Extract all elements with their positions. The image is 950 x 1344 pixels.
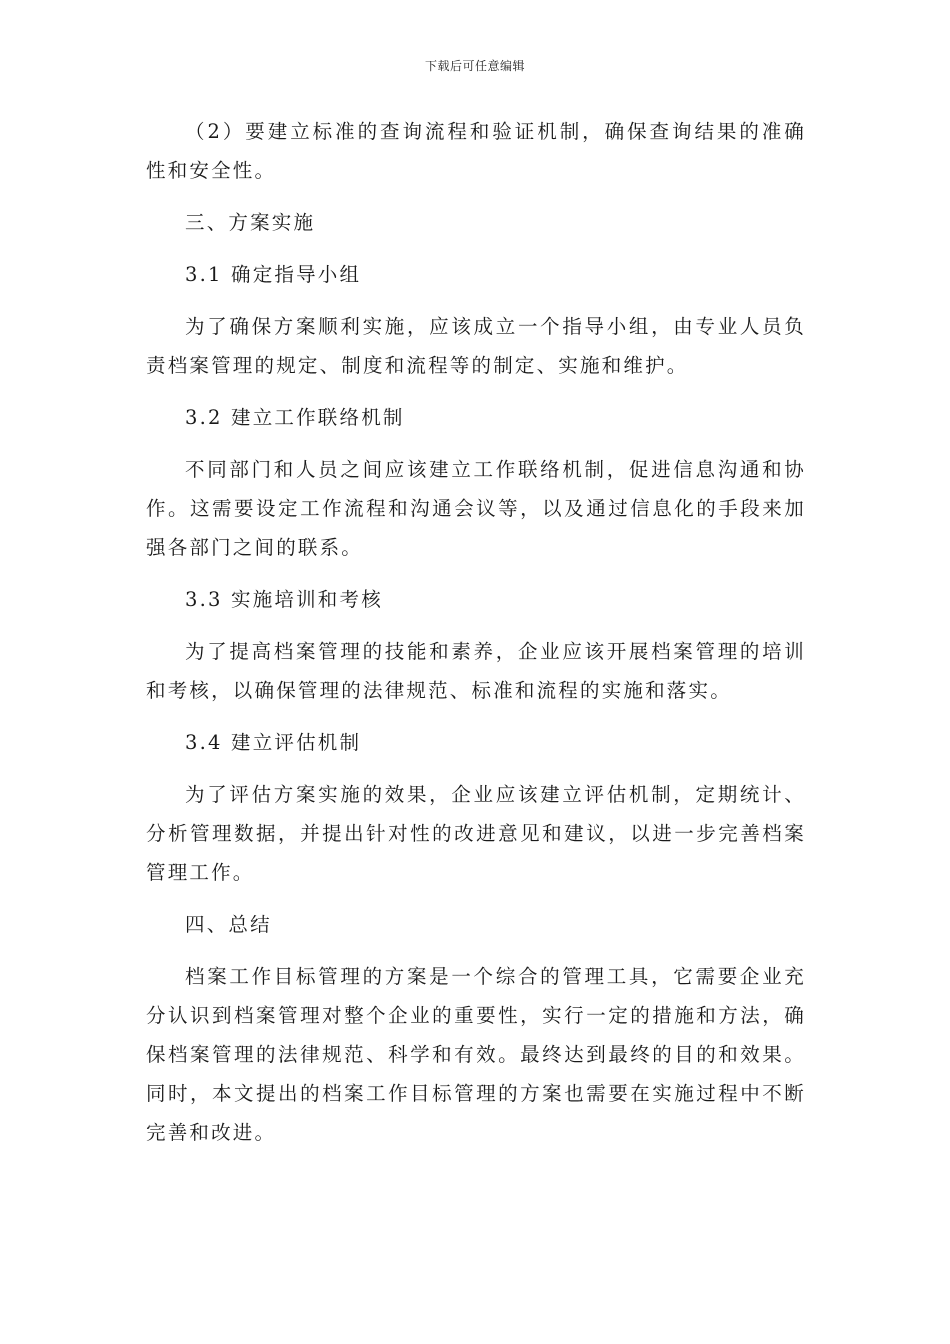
spacer [146, 294, 806, 307]
spacer [146, 190, 806, 203]
paragraph-evaluation: 为了评估方案实施的效果，企业应该建立评估机制，定期统计、分析管理数据，并提出针对性的改进意见和建议，以进一步完善档案管理工作。 [146, 783, 806, 884]
paragraph-guidance-group: 为了确保方案顺利实施，应该成立一个指导小组，由专业人员负责档案管理的规定、制度和流程等的制定、实施和维护。 [146, 315, 806, 377]
page-header: 下载后可任意编辑 [424, 59, 525, 73]
spacer [146, 385, 806, 398]
spacer [146, 944, 806, 957]
document-body [146, 112, 806, 1152]
section-heading-summary: 四、总结 [185, 913, 272, 936]
spacer [146, 619, 806, 632]
spacer [146, 567, 806, 580]
paragraph-query-process: （2）要建立标准的查询流程和验证机制，确保查询结果的准确性和安全性。 [146, 120, 806, 182]
spacer [146, 242, 806, 255]
paragraph-liaison-mechanism: 不同部门和人员之间应该建立工作联络机制，促进信息沟通和协作。这需要设定工作流程和沟通会议等，以及通过信息化的手段来加强各部门之间的联系。 [146, 458, 806, 559]
spacer [146, 710, 806, 723]
paragraph-summary: 档案工作目标管理的方案是一个综合的管理工具，它需要企业充分认识到档案管理对整个企业的重要性，实行一定的措施和方法，确保档案管理的法律规范、科学和有效。最终达到最终的目的和效果。同时，本文提出的档案工作目标管理的方案也需要在实施过程中不断完善和改进。 [146, 965, 806, 1144]
subheading-3-3: 3.3 实施培训和考核 [185, 588, 383, 611]
section-heading-implementation: 三、方案实施 [185, 211, 316, 234]
spacer [146, 762, 806, 775]
subheading-3-4: 3.4 建立评估机制 [185, 731, 362, 754]
paragraph-training: 为了提高档案管理的技能和素养，企业应该开展档案管理的培训和考核，以确保管理的法律规范、标准和流程的实施和落实。 [146, 640, 806, 702]
spacer [146, 437, 806, 450]
subheading-3-1: 3.1 确定指导小组 [185, 263, 362, 286]
spacer [146, 892, 806, 905]
subheading-3-2: 3.2 建立工作联络机制 [185, 406, 405, 429]
